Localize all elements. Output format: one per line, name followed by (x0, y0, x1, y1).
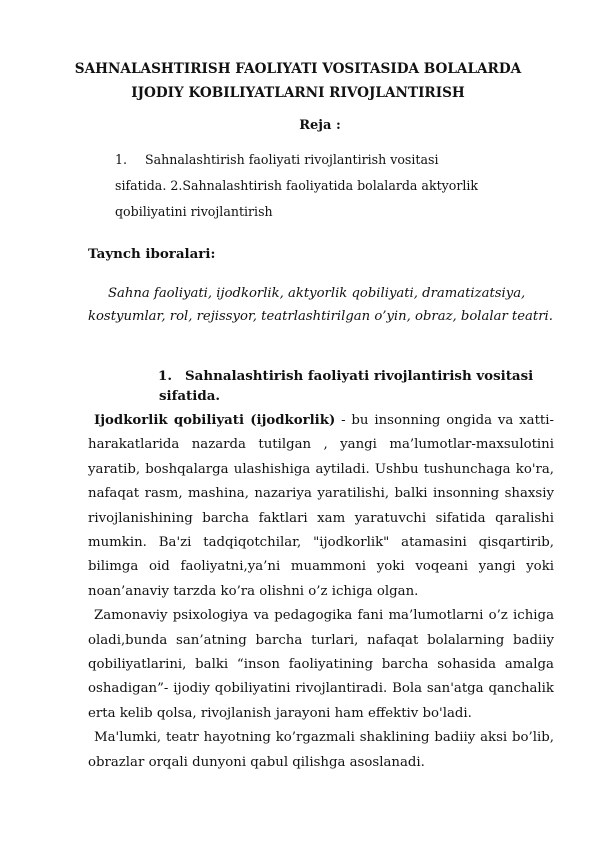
plan-line-3: qobiliyatini rivojlantirish (115, 204, 273, 219)
document-title (60, 57, 536, 105)
plan-item-number: 1. (115, 152, 128, 167)
term-creativity: Ijodkorlik qobiliyati (ijodkorlik) (94, 413, 336, 428)
plan-line-1-text: Sahnalashtirish faoliyati rivojlantirish vositasi (145, 152, 439, 167)
section-heading (158, 366, 553, 406)
keywords-heading: Taynch iboralari: (88, 246, 216, 262)
plan-list (115, 147, 535, 225)
section-number: 1. (158, 368, 172, 384)
plan-heading: Reja : (299, 118, 341, 133)
plan-line-2: sifatida. 2.Sahnalashtirish faoliyatida bolalarda aktyorlik (115, 178, 479, 193)
section-title-line-1: Sahnalashtirish faoliyati rivojlantirish vositasi (185, 368, 534, 384)
title-line-1: SAHNALASHTIRISH FAOLIYATI VOSITASIDA BOLALARDA (74, 61, 522, 77)
plan-line-1 (115, 147, 535, 173)
paragraph-1 (88, 409, 554, 604)
title-line-2: IJODIY KOBILIYATLARNI RIVOJLANTIRISH (131, 85, 465, 101)
paragraph-1-text: - bu insonning ongida va xatti-harakatlarida nazarda tutilgan , yangi ma’lumotlar-maxsulotini yaratib, boshqalarga ulashishiga aytiladi. Ushbu tushunchaga ko'ra, nafaqat rasm, mashina, nazariya yaratilishi, balki insonning shaxsiy rivojlanishining barcha faktlari xam yaratuvchi sifatida qaralishi mumkin. Ba'zi tadqiqotchilar, "ijodkorlik" atamasini qisqartirib, bilimga oid faoliyatni,ya’ni muammoni yoki voqeani yangi yoki noan’anaviy tarzda ko’ra olishni o’z ichiga olgan. (88, 413, 554, 599)
keywords-text: Sahna faoliyati, ijodkorlik, aktyorlik qobiliyati, dramatizatsiya, kostyumlar, rol, rejissyor, teatrlashtirilgan o’yin, obraz, bolalar teatri. (88, 286, 553, 324)
paragraph-2: Zamonaviy psixologiya va pedagogika fani ma’lumotlarni o’z ichiga oladi,bunda san’atning barcha turlari, nafaqat bolalarning badiiy qobiliyatlarini, balki “inson faoliyatining barcha sohasida amalga oshadigan”- ijodiy qobiliyatini rivojlantiradi. Bola san'atga qanchalik erta kelib qolsa, rivojlanish jarayoni ham effektiv bo'ladi. (88, 608, 554, 721)
section-title-line-2: sifatida. (159, 388, 221, 404)
body-text (88, 409, 554, 775)
paragraph-3: Ma'lumki, teatr hayotning ko’rgazmali shaklining badiiy aksi bo’lib, obrazlar orqali dunyoni qabul qilishga asoslanadi. (88, 730, 554, 770)
